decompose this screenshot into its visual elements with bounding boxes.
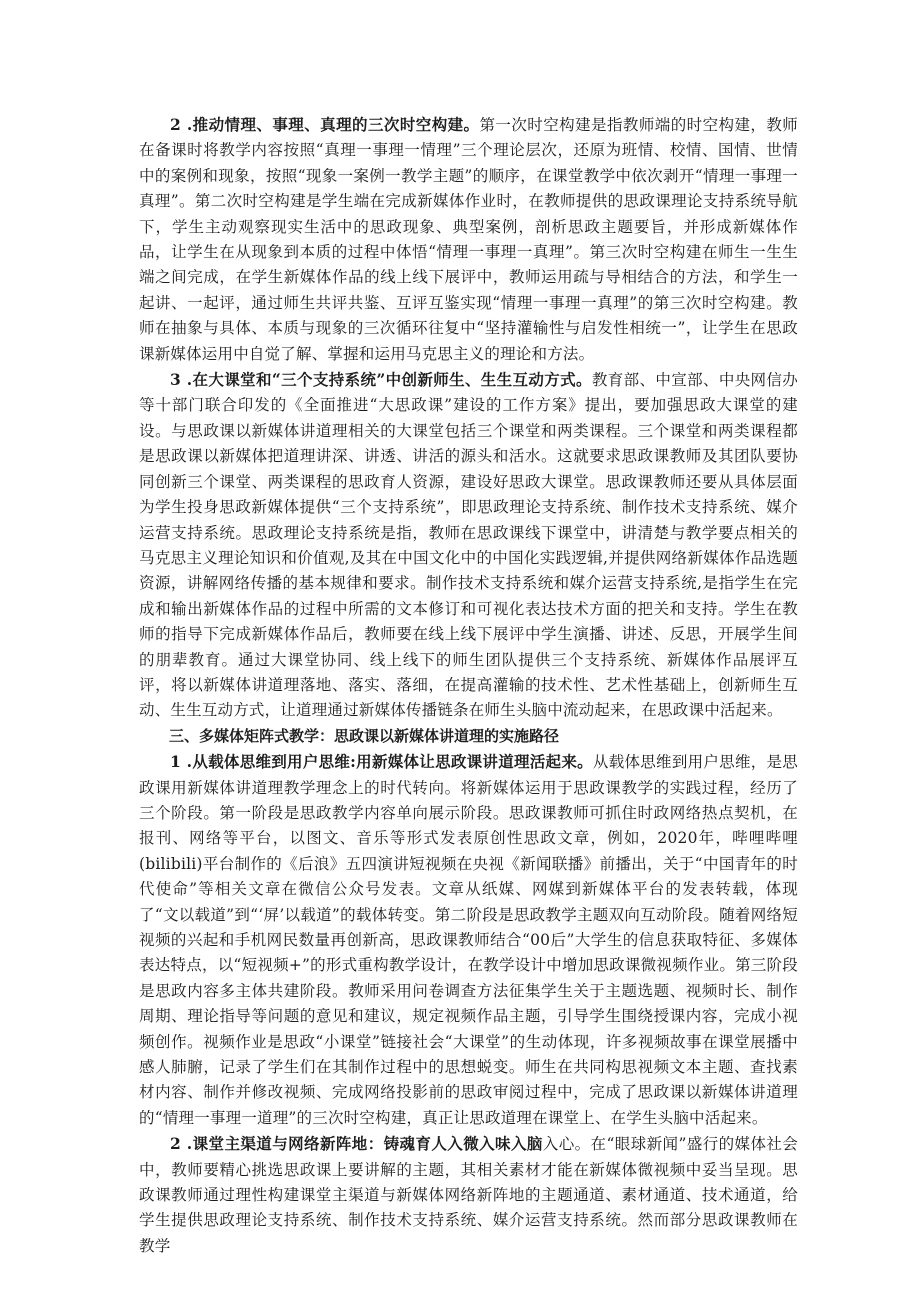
section-paragraph-2-lead: 2 .课堂主渠道与网络新阵地：铸魂育人入微入味入脑	[170, 1134, 543, 1154]
section-paragraph-1	[139, 749, 798, 1131]
section-paragraph-1-body: 从载体思维到用户思维，是思政课用新媒体讲道理教学理念上的时代转向。将新媒体运用于思政课教学的实践过程，经历了三个阶段。第一阶段是思政教学内容单向展示阶段。思政课教师可抓住时政网络热点契机，在报刊、网络等平台，以图文、音乐等形式发表原创性思政文章，例如，2020年，哔哩哔哩(bilibili)平台制作的《后浪》五四演讲短视频在央视《新闻联播》前播出，关于“中国青年的时代使命”等相关文章在微信公众号发表。文章从纸媒、网媒到新媒体平台的发表转载，体现了“文以载道”到“‘屏’以载道”的载体转变。第二阶段是思政教学主题双向互动阶段。随着网络短视频的兴起和手机网民数量再创新高，思政课教师结合“00后”大学生的信息获取特征、多媒体表达特点，以“短视频+”的形式重构教学设计，在教学设计中增加思政课微视频作业。第三阶段是思政内容多主体共建阶段。教师采用问卷调查方法征集学生关于主题选题、视频时长、制作周期、理论指导等问题的意见和建议，规定视频作品主题，引导学生围绕授课内容，完成小视频创作。视频作业是思政“小课堂”链接社会“大课堂”的生动体现，许多视频故事在课堂展播中感人肺腑，记录了学生们在其制作过程中的思想蜕变。师生在共同构思视频文本主题、查找素材内容、制作并修改视频、完成网络投影前的思政审阅过程中，完成了思政课以新媒体讲道理的“情理一事理一道理”的三次时空构建，真正让思政道理在课堂上、在学生头脑中活起来。	[139, 753, 798, 1127]
paragraph-2-body: 第一次时空构建是指教师端的时空构建，教师在备课时将教学内容按照“真理一事理一情理”三个理论层次，还原为班情、校情、国情、世情中的案例和现象，按照“现象一案例一教学主题”的顺序，在课堂教学中依次剥开“情理一事理一真理”。第二次时空构建是学生端在完成新媒体作业时，在教师提供的思政课理论支持系统导航下，学生主动观察现实生活中的思政现象、典型案例，剖析思政主题要旨，并形成新媒体作品，让学生在从现象到本质的过程中体悟“情理一事理一真理”。第三次时空构建在师生一生生端之间完成，在学生新媒体作品的线上线下展评中，教师运用疏与导相结合的方法，和学生一起讲、一起评，通过师生共评共鉴、互评互鉴实现“情理一事理一真理”的第三次时空构建。教师在抽象与具体、本质与现象的三次循环往复中“坚持灌输性与启发性相统一”，让学生在思政课新媒体运用中自觉了解、掌握和运用马克思主义的理论和方法。	[139, 116, 798, 363]
paragraph-3-body: 教育部、中宣部、中央网信办等十部门联合印发的《全面推进“大思政课”建设的工作方案》提出，要加强思政大课堂的建设。与思政课以新媒体讲道理相关的大课堂包括三个课堂和两类课程。三个课堂和两类课程都是思政课以新媒体把道理讲深、讲透、讲活的源头和活水。这就要求思政课教师及其团队要协同创新三个课堂、两类课程的思政育人资源，建设好思政大课堂。思政课教师还要从具体层面为学生投身思政新媒体提供“三个支持系统”，即思政理论支持系统、制作技术支持系统、媒介运营支持系统。思政理论支持系统是指，教师在思政课线下课堂中，讲清楚与教学要点相关的马克思主义理论知识和价值观,及其在中国文化中的中国化实践逻辑,并提供网络新媒体作品选题资源，讲解网络传播的基本规律和要求。制作技术支持系统和媒介运营支持系统,是指学生在完成和输出新媒体作品的过程中所需的文本修订和可视化表达技术方面的把关和支持。学生在教师的指导下完成新媒体作品后，教师要在线上线下展评中学生演播、讲述、反思，开展学生间的朋辈教育。通过大课堂协同、线上线下的师生团队提供三个支持系统、新媒体作品展评互评，将以新媒体讲道理落地、落实、落细，在提高灌输的技术性、艺术性基础上，创新师生互动、生生互动方式，让道理通过新媒体传播链条在师生头脑中流动起来，在思政课中活起来。	[139, 371, 798, 720]
paragraph-2-lead: 2 .推动情理、事理、真理的三次时空构建。	[170, 115, 480, 134]
section-heading: 三、多媒体矩阵式教学：思政课以新媒体讲道理的实施路径	[169, 726, 560, 745]
paragraph-3-lead: 3 .在大课堂和“三个支持系统”中创新师生、生生互动方式。	[170, 370, 592, 390]
paragraph-2	[139, 112, 798, 367]
section-paragraph-2-body: 入心。在“眼球新闻”盛行的媒体社会中，教师要精心挑选思政课上要讲解的主题，其相关素材才能在新媒体微视频中妥当呈现。思政课教师通过理性构建课堂主渠道与新媒体网络新阵地的主题通道、素材通道、技术通道，给学生提供思政理论支持系统、制作技术支持系统、媒介运营支持系统。然而部分思政课教师在教学	[139, 1135, 798, 1255]
paragraph-3	[139, 367, 798, 724]
section-paragraph-2	[139, 1131, 798, 1259]
section-paragraph-1-lead: 1 .从载体思维到用户思维:用新媒体让思政课讲道理活起来。	[170, 752, 593, 772]
